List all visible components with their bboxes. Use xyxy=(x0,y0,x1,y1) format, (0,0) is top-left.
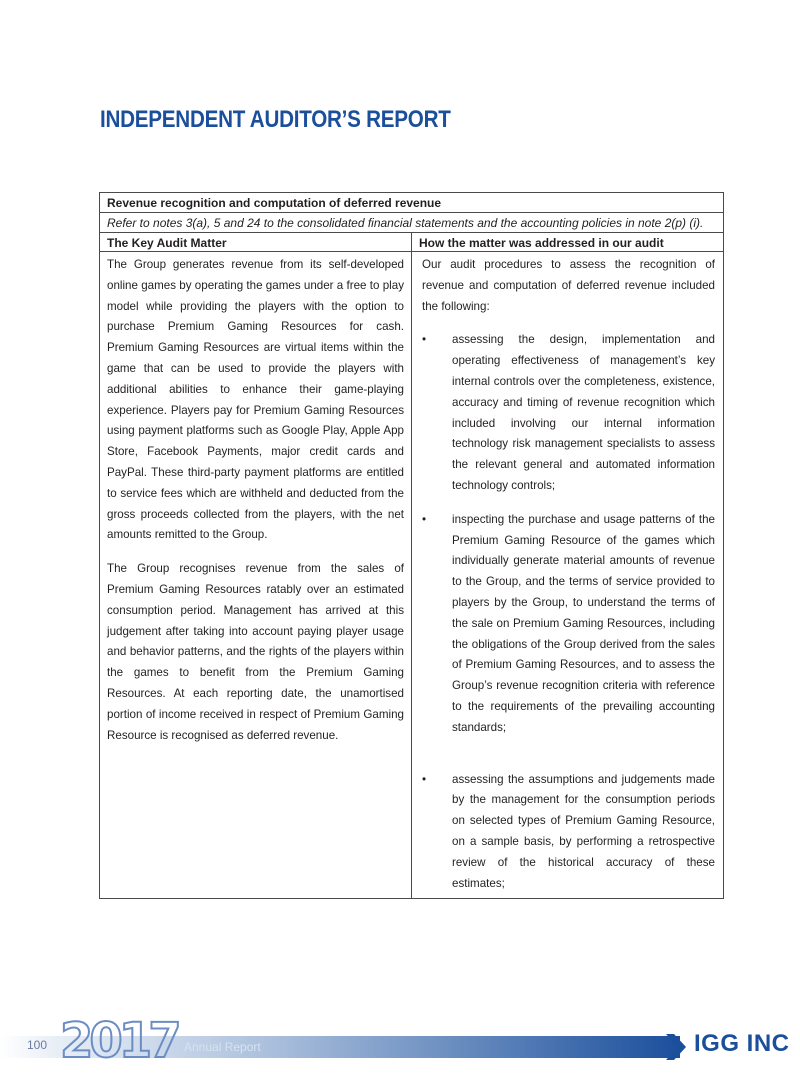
list-item xyxy=(422,330,715,496)
matter-paragraph-1: The Group generates revenue from its self-developed online games by operating the games under a free to play model while providing the players with the option to purchase Premium Gaming Resources for cash. Premium Gaming Resources are virtual items within the game that can be used to provide the players with additional abilities to enhance their game-playing experience. Players pay for Premium Gaming Resources using payment platforms such as Google Play, Apple App Store, Facebook Payments, major credit cards and PayPal. These third-party payment platforms are entitled to service fees which are withheld and deducted from the gross proceeds collected from the players, with the net amounts remitted to the Group. xyxy=(107,258,404,542)
matter-paragraph-2: The Group recognises revenue from the sales of Premium Gaming Resources ratably over an estimated consumption period. Management has arrived at this judgement after taking into account paying player usage and behavior patterns, and the rights of the players within the games to benefit from the Premium Gaming Resources. At each reporting date, the unamortised portion of income received in respect of Premium Gaming Resource is recognised as deferred revenue. xyxy=(107,562,404,742)
report-year: 2017 xyxy=(60,1013,178,1069)
table-heading: Revenue recognition and computation of deferred revenue xyxy=(100,193,723,213)
procedure-text-1: assessing the design, implementation and operating effectiveness of management’s key internal controls over the completeness, existence, accuracy and timing of revenue recognition which included involving our internal information technology risk management specialists to assess the relevant general and automated information technology controls; xyxy=(452,333,715,492)
annual-report-label: Annual Report xyxy=(184,1040,261,1054)
audit-intro: Our audit procedures to assess the recognition of revenue and computation of deferred revenue included the following: xyxy=(422,258,715,313)
table-column-headers xyxy=(100,233,723,252)
audit-response-cell xyxy=(412,252,723,898)
list-item xyxy=(422,770,715,895)
chevron-right-icon xyxy=(664,1032,692,1062)
table-body-row xyxy=(100,252,723,898)
page-number: 100 xyxy=(27,1038,48,1052)
page-footer xyxy=(0,1013,800,1086)
table-reference-note: Refer to notes 3(a), 5 and 24 to the consolidated financial statements and the accounting policies in note 2(p) (i). xyxy=(100,213,723,233)
key-audit-matter-cell xyxy=(100,252,412,898)
bullet-icon: • xyxy=(422,333,427,347)
bullet-icon: • xyxy=(422,772,427,786)
key-audit-matter-table xyxy=(99,192,724,899)
procedure-text-2: inspecting the purchase and usage patterns of the Premium Gaming Resource of the games which individually generate material amounts of revenue to the Group, and the terms of service provided to players by the Group, to understand the terms of the sale on Premium Gaming Resources, including the obligations of the Group derived from the sales of Premium Gaming Resources, and to assess the Group’s revenue recognition criteria with reference to the requirements of the prevailing accounting standards; xyxy=(452,512,715,734)
list-item xyxy=(422,510,715,739)
page-title: INDEPENDENT AUDITOR’S REPORT xyxy=(100,106,451,133)
key-audit-matter-header: The Key Audit Matter xyxy=(100,233,412,252)
audit-procedures-list xyxy=(422,330,715,894)
bullet-icon: • xyxy=(422,512,427,526)
company-logo-text: IGG INC xyxy=(694,1030,790,1057)
audit-response-header: How the matter was addressed in our audit xyxy=(412,233,723,252)
procedure-text-3: assessing the assumptions and judgements made by the management for the consumption periods on selected types of Premium Gaming Resource, on a sample basis, by performing a retrospective review of the historical accuracy of these estimates; xyxy=(452,772,715,890)
